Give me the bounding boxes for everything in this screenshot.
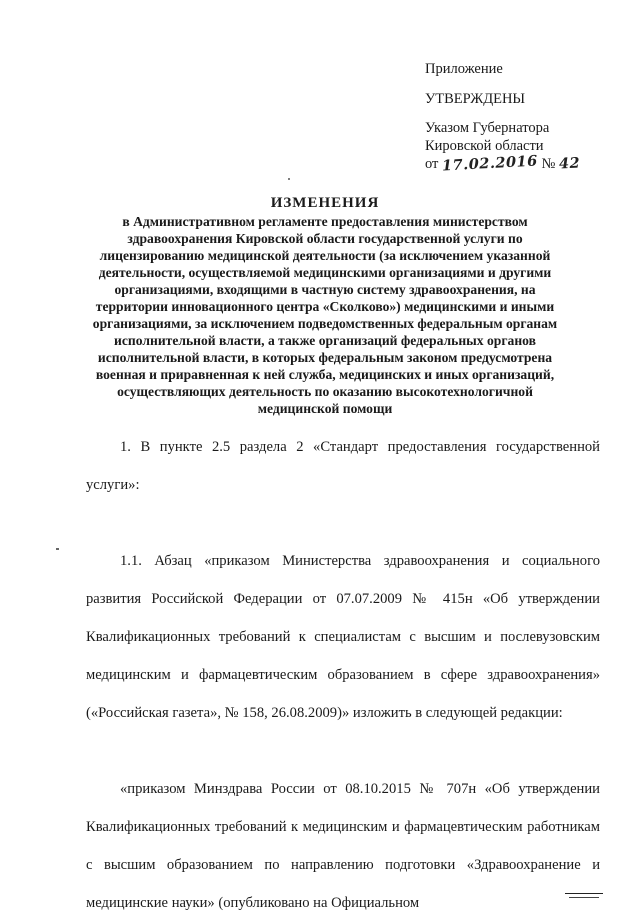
decree-line-2: Кировской области	[425, 138, 544, 154]
handwritten-date: 17.02.2016	[441, 152, 539, 175]
paragraph-1: 1. В пункте 2.5 раздела 2 «Стандарт предоставления государственной услуги»:	[86, 439, 600, 493]
subtitle-line: военная и приравненная к ней служба, медицинских и иных организаций,	[95, 367, 555, 382]
subtitle-line: организациями, за исключением подведомственных федеральным органам	[92, 316, 558, 331]
document-body	[86, 428, 600, 922]
paragraph-1-1: 1.1. Абзац «приказом Министерства здравоохранения и социального развития Российской Федерации от 07.07.2009 № 415н «Об утверждении Квалификационных требований к специалистам с высшим и послевузовским медицинским и фармацевтическим образованием в сфере здравоохранения» («Российская газета», № 158, 26.08.2009)» изложить в следующей редакции:	[86, 553, 600, 721]
subtitle-line: здравоохранения Кировской области государственной услуги по	[127, 231, 523, 246]
subtitle-line: лицензированию медицинской деятельности (за исключением указанной	[99, 248, 551, 263]
subtitle-line: исполнительной власти, а также организаций федеральных органов	[114, 333, 536, 348]
handwritten-number: 42	[558, 154, 581, 173]
paragraph-quote: «приказом Минздрава России от 08.10.2015 № 707н «Об утверждении Квалификационных требований к медицинским и фармацевтическим работникам с высшим образованием по направлению подготовки «Здравоохранение и медицинские науки» (опубликовано на Официальном	[86, 781, 600, 911]
subtitle-line: организациями, входящими в частную систему здравоохранения, на	[114, 282, 536, 297]
subtitle-line: осуществляющих деятельность по оказанию высокотехнологичной	[117, 384, 533, 399]
scan-speck	[288, 178, 290, 180]
subtitle-line: медицинской помощи	[257, 401, 393, 416]
margin-mark	[56, 548, 59, 550]
subtitle-line: исполнительной власти, в которых федеральным законом предусмотрена	[97, 350, 553, 365]
bottom-rule-secondary	[569, 897, 599, 898]
approved-label: УТВЕРЖДЕНЫ	[425, 91, 526, 107]
subtitle-line: территории инновационного центра «Сколково») медицинскими и иными	[95, 299, 555, 314]
from-label: от	[425, 156, 439, 172]
subtitle-line: деятельности, осуществляемой медицинскими организациями и другими	[98, 265, 552, 280]
approval-block	[425, 60, 625, 173]
subtitle-line: в Административном регламенте предоставления министерством	[122, 214, 528, 229]
decree-line-1: Указом Губернатора	[425, 120, 550, 136]
appendix-label: Приложение	[425, 61, 503, 77]
bottom-rule	[565, 893, 603, 894]
document-subtitle	[90, 213, 560, 417]
number-label: №	[541, 156, 556, 172]
document-title: ИЗМЕНЕНИЯ	[270, 195, 380, 211]
decree-date-line	[425, 152, 625, 175]
